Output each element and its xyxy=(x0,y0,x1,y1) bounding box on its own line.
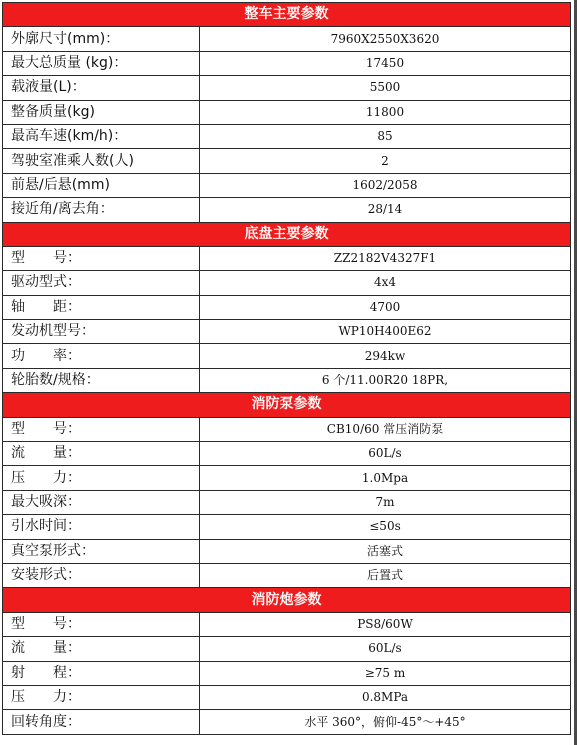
table-row xyxy=(3,295,571,319)
parameter-value: 60L/s xyxy=(200,442,571,466)
table-row xyxy=(3,76,571,100)
table-row xyxy=(3,27,571,51)
parameter-value: 294kw xyxy=(200,344,571,368)
parameter-value: PS8/60W xyxy=(200,612,571,636)
parameter-label: 驱动型式： xyxy=(3,271,200,295)
parameter-label: 射 程： xyxy=(3,661,200,685)
table-row xyxy=(3,344,571,368)
parameter-label: 型 号： xyxy=(3,246,200,270)
parameter-label: 最大总质量 (kg)： xyxy=(3,51,200,75)
parameter-label: 载液量(L)： xyxy=(3,76,200,100)
table-row xyxy=(3,661,571,685)
parameter-label: 回转角度： xyxy=(3,710,200,734)
parameter-value: 11800 xyxy=(200,100,571,124)
parameter-label: 引水时间： xyxy=(3,515,200,539)
parameter-label: 最高车速(km/h)： xyxy=(3,124,200,148)
parameter-label: 接近角/离去角： xyxy=(3,198,200,222)
parameter-label: 真空泵形式： xyxy=(3,539,200,563)
parameter-value: 7m xyxy=(200,490,571,514)
section-title: 消防泵参数 xyxy=(3,393,571,417)
parameter-value: 17450 xyxy=(200,51,571,75)
table-row xyxy=(3,320,571,344)
section-header-row xyxy=(3,393,571,417)
section-title: 消防炮参数 xyxy=(3,588,571,612)
parameter-label: 型 号： xyxy=(3,612,200,636)
parameter-value: 6 个/11.00R20 18PR, xyxy=(200,368,571,392)
section-title: 底盘主要参数 xyxy=(3,222,571,246)
table-row xyxy=(3,637,571,661)
section-header-row xyxy=(3,3,571,27)
table-row xyxy=(3,124,571,148)
table-row xyxy=(3,246,571,270)
parameter-label: 驾驶室准乘人数(人) xyxy=(3,149,200,173)
parameter-value: ≥75 m xyxy=(200,661,571,685)
parameter-value: ≤50s xyxy=(200,515,571,539)
parameter-value: 1.0Mpa xyxy=(200,466,571,490)
parameter-label: 压 力： xyxy=(3,685,200,709)
section-header-row xyxy=(3,588,571,612)
parameter-value: 后置式 xyxy=(200,563,571,587)
table-row xyxy=(3,368,571,392)
table-row xyxy=(3,100,571,124)
table-row xyxy=(3,612,571,636)
table-row xyxy=(3,51,571,75)
parameter-label: 轮胎数/规格： xyxy=(3,368,200,392)
parameter-value: CB10/60 常压消防泵 xyxy=(200,417,571,441)
table-row xyxy=(3,685,571,709)
table-row xyxy=(3,271,571,295)
parameter-label: 功 率： xyxy=(3,344,200,368)
section-header-row xyxy=(3,222,571,246)
spec-sheet xyxy=(2,2,570,735)
table-row xyxy=(3,417,571,441)
parameter-value: 4700 xyxy=(200,295,571,319)
table-row xyxy=(3,466,571,490)
parameter-value: 活塞式 xyxy=(200,539,571,563)
parameter-label: 外廓尺寸(mm)： xyxy=(3,27,200,51)
parameter-value: 5500 xyxy=(200,76,571,100)
spec-table xyxy=(2,2,571,735)
parameter-label: 轴 距： xyxy=(3,295,200,319)
table-row xyxy=(3,149,571,173)
parameter-value: 4x4 xyxy=(200,271,571,295)
table-row xyxy=(3,563,571,587)
parameter-value: 2 xyxy=(200,149,571,173)
parameter-label: 安装形式： xyxy=(3,563,200,587)
table-row xyxy=(3,515,571,539)
table-row xyxy=(3,198,571,222)
parameter-label: 压 力： xyxy=(3,466,200,490)
table-row xyxy=(3,490,571,514)
parameter-label: 前悬/后悬(mm) xyxy=(3,173,200,197)
parameter-label: 整备质量(kg) xyxy=(3,100,200,124)
table-row xyxy=(3,710,571,734)
parameter-value: 水平 360°，俯仰-45°～+45° xyxy=(200,710,571,734)
parameter-label: 型 号： xyxy=(3,417,200,441)
table-row xyxy=(3,539,571,563)
parameter-label: 流 量： xyxy=(3,637,200,661)
parameter-value: 28/14 xyxy=(200,198,571,222)
table-row xyxy=(3,173,571,197)
parameter-value: 1602/2058 xyxy=(200,173,571,197)
parameter-label: 流 量： xyxy=(3,442,200,466)
parameter-label: 最大吸深： xyxy=(3,490,200,514)
table-row xyxy=(3,442,571,466)
parameter-value: ZZ2182V4327F1 xyxy=(200,246,571,270)
parameter-value: 85 xyxy=(200,124,571,148)
parameter-label: 发动机型号： xyxy=(3,320,200,344)
parameter-value: 0.8MPa xyxy=(200,685,571,709)
parameter-value: 7960X2550X3620 xyxy=(200,27,571,51)
spec-table-body xyxy=(3,3,571,735)
parameter-value: WP10H400E62 xyxy=(200,320,571,344)
parameter-value: 60L/s xyxy=(200,637,571,661)
section-title: 整车主要参数 xyxy=(3,3,571,27)
